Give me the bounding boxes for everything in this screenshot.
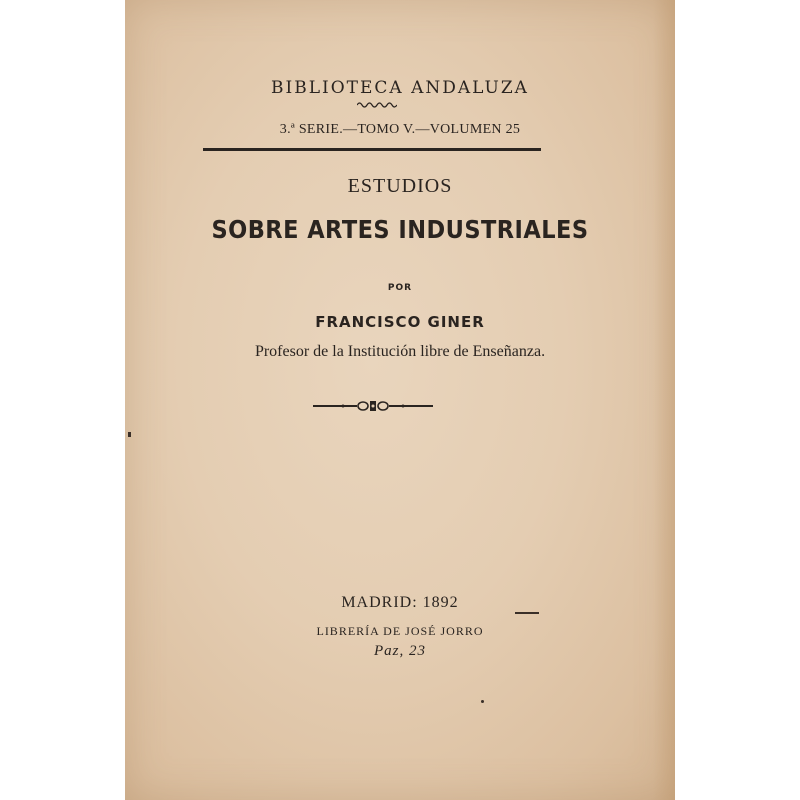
title-page xyxy=(125,0,675,800)
vignette-ornament xyxy=(313,398,433,414)
pre-title: ESTUDIOS xyxy=(347,175,453,197)
ink-speck xyxy=(515,612,539,614)
title-rule xyxy=(203,148,541,151)
publisher-address: Paz, 23 xyxy=(374,643,426,659)
imprint-city-year: MADRID: 1892 xyxy=(341,594,459,611)
author-name: FRANCISCO GINER xyxy=(315,313,485,331)
series-info: 3.ª SERIE.—TOMO V.—VOLUMEN 25 xyxy=(279,122,521,137)
by-word: POR xyxy=(387,283,413,293)
series-title: BIBLIOTECA ANDALUZA xyxy=(271,78,529,98)
author-affiliation: Profesor de la Institución libre de Enseñanza. xyxy=(254,343,546,360)
wave-ornament xyxy=(357,101,397,109)
ink-speck xyxy=(481,700,484,703)
ink-speck xyxy=(128,432,131,437)
publisher-name: LIBRERÍA DE JOSÉ JORRO xyxy=(316,624,484,638)
main-title: SOBRE ARTES INDUSTRIALES xyxy=(211,215,589,244)
